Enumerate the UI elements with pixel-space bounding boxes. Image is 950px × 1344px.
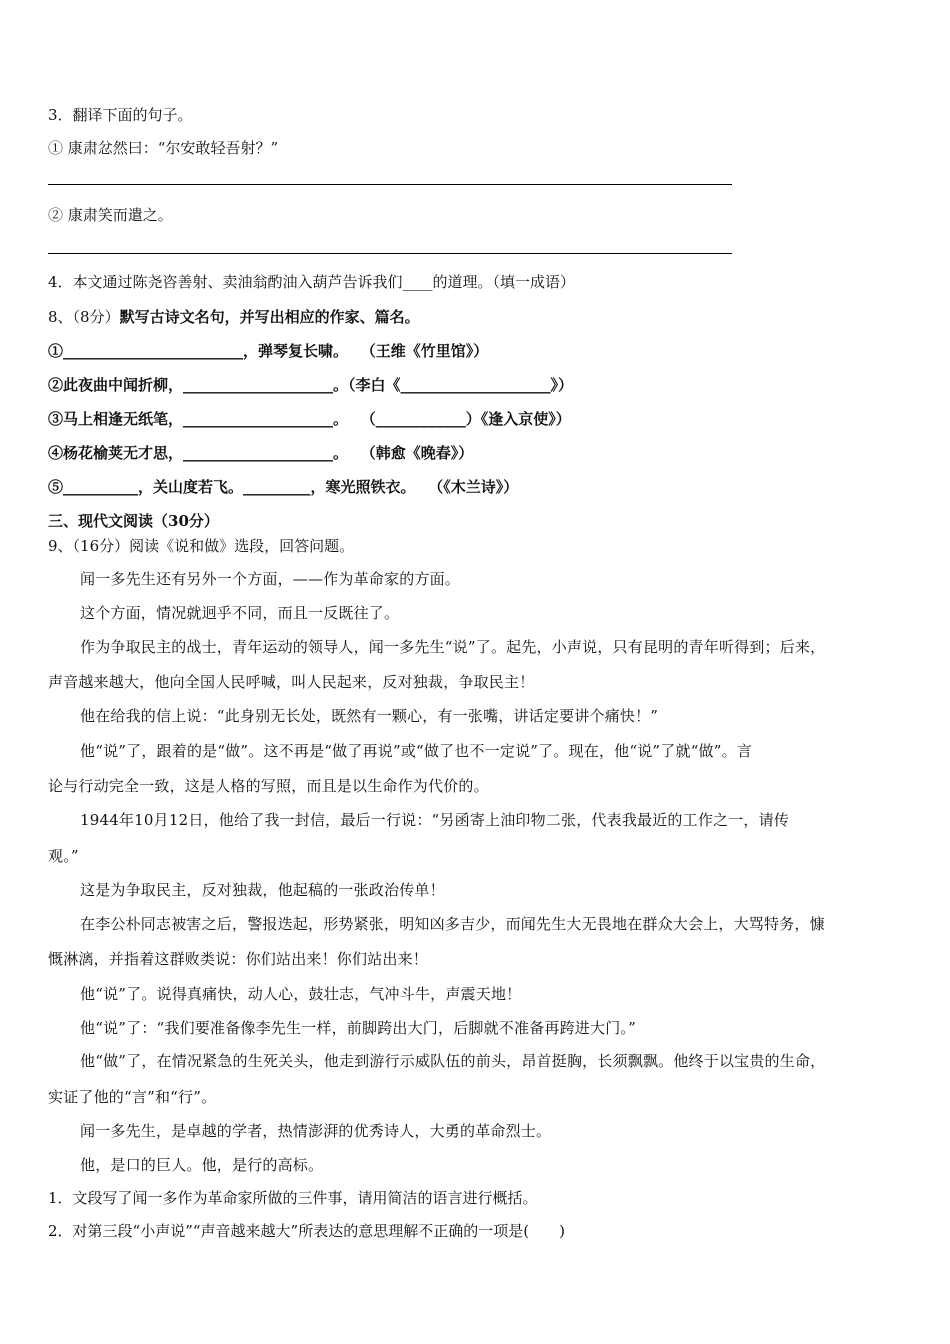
- answer-line-2[interactable]: [48, 253, 732, 254]
- q9-intro: 9、（16分）阅读《说和做》选段，回答问题。: [48, 537, 355, 555]
- passage-line-6: 他“说”了，跟着的是“做”。这不再是“做了再说”或“做了也不一定说”了。现在，他“说”了就“做”。言: [80, 742, 753, 760]
- passage-line-16: 实证了他的“言”和“行”。: [48, 1088, 217, 1106]
- passage-line-14: 他“说”了：“我们要准备像李先生一样，前脚跨出大门，后脚就不准备再跨进大门。”: [80, 1019, 636, 1037]
- passage-line-5: 他在给我的信上说：“此身别无长处，既然有一颗心，有一张嘴，讲话定要讲个痛快！”: [80, 707, 659, 725]
- answer-line-1[interactable]: [48, 184, 732, 185]
- q8-line-2: ②此夜曲中闻折柳，____________________。（李白《____________________》）: [48, 376, 574, 394]
- passage-line-8: 1944年10月12日，他给了我一封信，最后一行说：“另函寄上油印物二张，代表我最近的工作之一，请传: [80, 811, 790, 829]
- passage-line-18: 他，是口的巨人。他，是行的高标。: [80, 1156, 324, 1174]
- passage-line-7: 论与行动完全一致，这是人格的写照，而且是以生命作为代价的。: [48, 777, 489, 795]
- q8-number: 8、（8分）: [48, 308, 120, 326]
- q8-line-4: ④杨花榆荚无才思，____________________。 （韩愈《晚春》）: [48, 444, 474, 462]
- passage-line-3: 作为争取民主的战士，青年运动的领导人，闻一多先生“说”了。起先，小声说，只有昆明的青年听得到；后来，: [80, 638, 826, 656]
- passage-line-4: 声音越来越大，他向全国人民呼喊，叫人民起来，反对独裁，争取民主！: [48, 673, 535, 691]
- passage-line-10: 这是为争取民主，反对独裁，他起稿的一张政治传单！: [80, 881, 445, 899]
- q3-heading: 3．翻译下面的句子。: [48, 106, 193, 124]
- passage-line-1: 闻一多先生还有另外一个方面，——作为革命家的方面。: [80, 570, 461, 588]
- q9-question-2: 2．对第三段“小声说”“声音越来越大”所表达的意思理解不正确的一项是( ): [48, 1222, 565, 1240]
- passage-line-15: 他“做”了，在情况紧急的生死关头，他走到游行示威队伍的前头，昂首挺胸，长须飘飘。他终于以宝贵的生命，: [80, 1052, 826, 1070]
- q8-line-1: ①________________________，弹琴复长啸。 （王维《竹里馆》）: [48, 342, 489, 360]
- passage-line-11: 在李公朴同志被害之后，警报迭起，形势紧张，明知凶多吉少，而闻先生大无畏地在群众大会上，大骂特务，慷: [80, 915, 825, 933]
- q8-heading: [48, 307, 420, 327]
- passage-line-9: 观。”: [48, 847, 79, 865]
- q3-item-1: ① 康肃忿然曰：“尔安敢轻吾射？”: [48, 139, 279, 157]
- passage-line-17: 闻一多先生，是卓越的学者，热情澎湃的优秀诗人，大勇的革命烈士。: [80, 1122, 552, 1140]
- q8-line-3: ③马上相逢无纸笔，____________________。 （____________）《逢入京使》）: [48, 410, 571, 428]
- q4-text: 4．本文通过陈尧咨善射、卖油翁酌油入葫芦告诉我们____的道理。（填一成语）: [48, 273, 576, 291]
- passage-line-2: 这个方面，情况就迥乎不同，而且一反既往了。: [80, 604, 400, 622]
- q8-line-5: ⑤__________，关山度若飞。_________，寒光照铁衣。 （《木兰诗》）: [48, 478, 519, 496]
- section-heading: 三、现代文阅读（30分）: [48, 512, 219, 530]
- passage-line-13: 他“说”了。说得真痛快，动人心，鼓壮志，气冲斗牛，声震天地！: [80, 985, 522, 1003]
- q8-title: 默写古诗文名句，并写出相应的作家、篇名。: [119, 308, 420, 326]
- q9-question-1: 1．文段写了闻一多作为革命家所做的三件事，请用简洁的语言进行概括。: [48, 1189, 538, 1207]
- passage-line-12: 慨淋漓，并指着这群败类说：你们站出来！你们站出来！: [48, 950, 429, 968]
- q3-item-2: ② 康肃笑而遣之。: [48, 206, 173, 224]
